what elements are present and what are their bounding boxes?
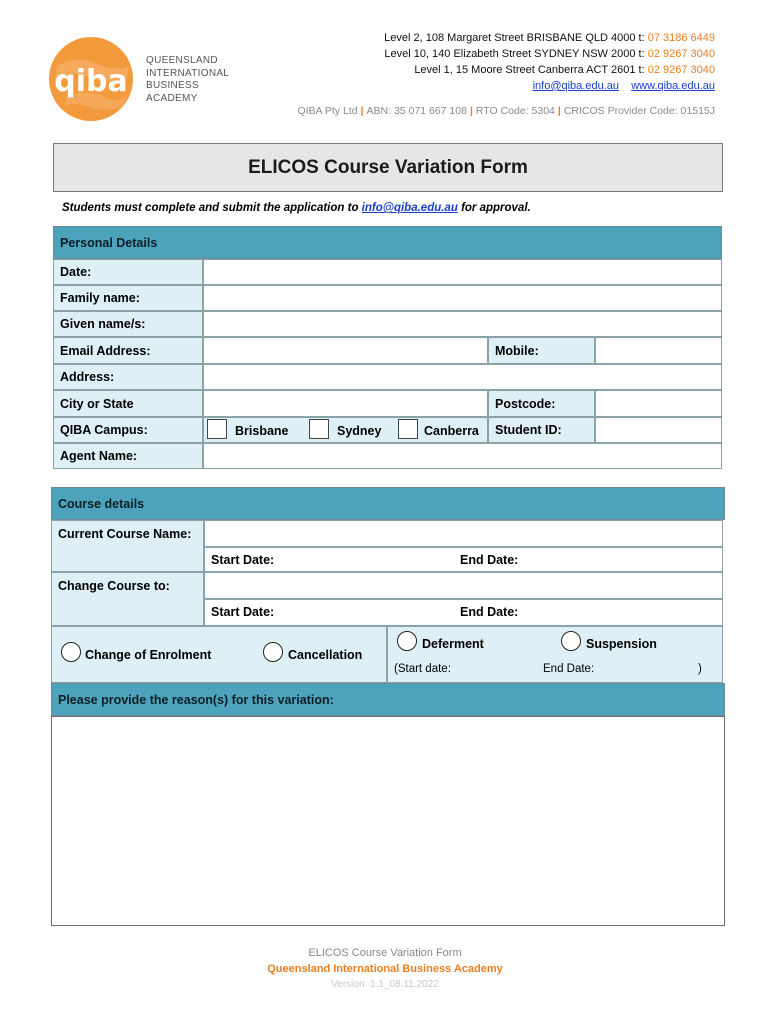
cancellation-label: Cancellation <box>288 648 363 662</box>
change-course-label: Change Course to: <box>51 572 204 626</box>
postcode-label: Postcode: <box>488 390 595 417</box>
agent-name-label: Agent Name: <box>53 443 203 469</box>
brisbane-label: Brisbane <box>235 424 289 438</box>
deferment-radio[interactable] <box>397 631 417 651</box>
personal-details-heading: Personal Details <box>53 226 722 259</box>
instructions-email-link[interactable]: info@qiba.edu.au <box>361 202 458 214</box>
logo-word: INTERNATIONAL <box>146 67 230 79</box>
svg-text:qiba: qiba <box>54 64 128 99</box>
change-end-date-label: End Date: <box>460 605 519 619</box>
suspension-label: Suspension <box>586 637 657 651</box>
address-line: Level 2, 108 Margaret Street BRISBANE QLD 4000 t: 07 3186 6449 <box>384 32 715 44</box>
mobile-label: Mobile: <box>488 337 595 364</box>
change-start-date-label: Start Date: <box>211 605 275 619</box>
date-label: Date: <box>53 259 203 285</box>
qiba-logo <box>47 36 137 122</box>
logo-word: ACADEMY <box>146 92 198 104</box>
footer-title: ELICOS Course Variation Form <box>308 947 462 959</box>
current-start-date-label: Start Date: <box>211 553 275 567</box>
change-of-enrolment-label: Change of Enrolment <box>85 648 212 662</box>
address-field[interactable] <box>203 364 722 390</box>
phone-number[interactable]: 02 9267 3040 <box>647 64 715 76</box>
mobile-field[interactable] <box>595 337 722 364</box>
campus-label: QIBA Campus: <box>53 417 203 443</box>
change-of-enrolment-radio[interactable] <box>61 642 81 662</box>
given-names-field[interactable] <box>203 311 722 337</box>
academy-name <box>146 55 229 105</box>
canberra-checkbox[interactable] <box>398 419 418 439</box>
sydney-checkbox[interactable] <box>309 419 329 439</box>
student-id-field[interactable] <box>595 417 722 443</box>
form-title: ELICOS Course Variation Form <box>53 143 723 192</box>
email-link[interactable]: info@qiba.edu.au <box>532 80 619 92</box>
city-label: City or State <box>53 390 203 417</box>
logo-word: BUSINESS <box>146 80 199 91</box>
city-field[interactable] <box>203 390 488 417</box>
deferment-label: Deferment <box>422 637 484 651</box>
current-course-label: Current Course Name: <box>51 520 204 572</box>
agent-name-field[interactable] <box>203 443 722 469</box>
student-id-label: Student ID: <box>488 417 595 443</box>
date-field[interactable] <box>203 259 722 285</box>
reason-heading: Please provide the reason(s) for this variation: <box>51 683 725 716</box>
logo-word: QUEENSLAND <box>146 55 218 66</box>
change-course-field[interactable] <box>204 572 723 599</box>
suspension-radio[interactable] <box>561 631 581 651</box>
variation-start-date-label: (Start date: <box>394 663 451 675</box>
reason-textarea[interactable] <box>51 716 725 926</box>
given-names-label: Given name/s: <box>53 311 203 337</box>
footer-version: Version: 1.1_08.11.2022 <box>331 979 439 990</box>
contact-block <box>384 30 715 94</box>
company-meta: QIBA Pty Ltd | ABN: 35 071 667 108 | RTO Code: 5304 | CRICOS Provider Code: 01515J <box>297 105 715 117</box>
email-field[interactable] <box>203 337 488 364</box>
cancellation-radio[interactable] <box>263 642 283 662</box>
course-details-heading: Course details <box>51 487 725 520</box>
phone-number[interactable]: 02 9267 3040 <box>647 48 715 60</box>
footer-org: Queensland International Business Academy <box>267 963 503 975</box>
phone-number[interactable]: 07 3186 6449 <box>647 32 715 44</box>
variation-end-date-label: End Date: <box>543 663 595 675</box>
instructions: Students must complete and submit the application to info@qiba.edu.au for approval. <box>62 202 531 214</box>
email-label: Email Address: <box>53 337 203 364</box>
address-label: Address: <box>53 364 203 390</box>
current-course-field[interactable] <box>204 520 723 547</box>
family-name-field[interactable] <box>203 285 722 311</box>
family-name-label: Family name: <box>53 285 203 311</box>
current-end-date-label: End Date: <box>460 553 519 567</box>
address-line: Level 1, 15 Moore Street Canberra ACT 2601 t: 02 9267 3040 <box>414 64 715 76</box>
sydney-label: Sydney <box>337 424 382 438</box>
canberra-label: Canberra <box>424 424 479 438</box>
website-link[interactable]: www.qiba.edu.au <box>631 80 715 92</box>
brisbane-checkbox[interactable] <box>207 419 227 439</box>
closing-parenthesis: ) <box>698 663 702 675</box>
postcode-field[interactable] <box>595 390 722 417</box>
address-line: Level 10, 140 Elizabeth Street SYDNEY NSW 2000 t: 02 9267 3040 <box>384 48 715 60</box>
